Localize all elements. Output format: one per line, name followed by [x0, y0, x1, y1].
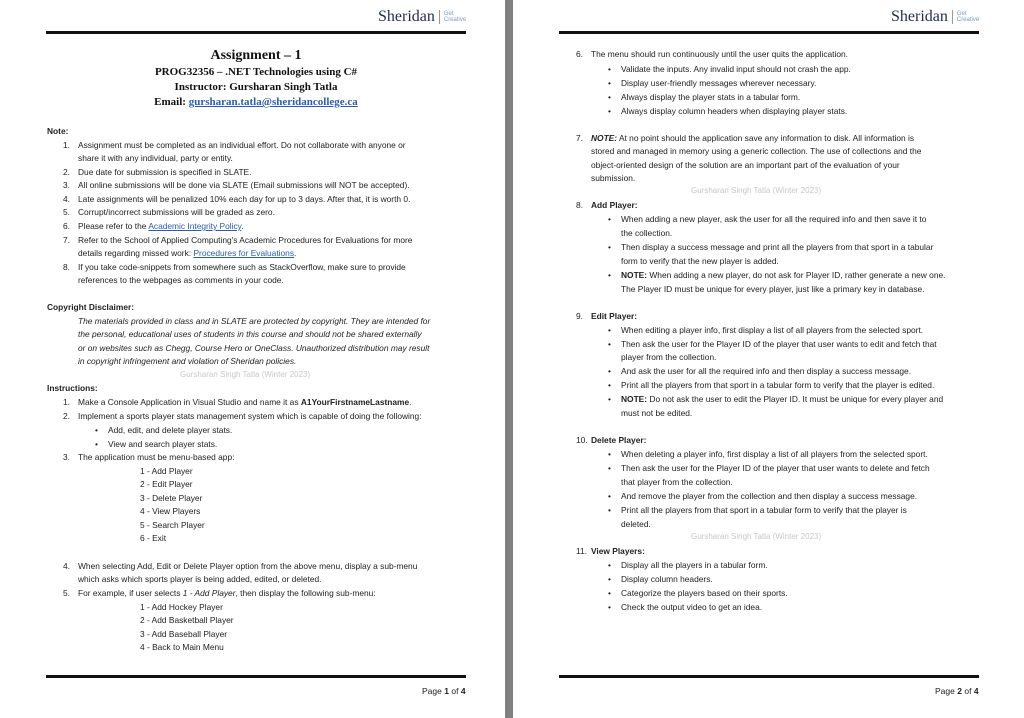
section-num-10: 10. — [576, 435, 588, 445]
note-item-2: Due date for submission is specified in SLATE. — [78, 167, 252, 177]
instr-item-4: When selecting Add, Edit or Delete Player option from the above menu, display a sub-menu — [78, 561, 418, 571]
section-9-bullet: • Then ask the user for the Player ID of the player that user wants to edit and fetch that — [621, 339, 937, 349]
section-8-heading: Add Player: — [591, 200, 638, 210]
page-label: Page — [935, 686, 955, 696]
menu-option: 4 - View Players — [140, 506, 201, 516]
section-10-bullet: • And remove the player from the collection and then display a success message. — [621, 491, 917, 501]
copyright-line-4: in copyright infringement and violation of Sheridan policies. — [78, 356, 297, 366]
section-7-note: NOTE: — [591, 133, 618, 143]
section-7-line-4: submission. — [591, 173, 636, 183]
assignment-title: Assignment – 1 — [210, 48, 302, 63]
note-num-6: 6. — [63, 221, 70, 231]
instr-num-1: 1. — [63, 397, 70, 407]
document-page-2 — [513, 0, 1024, 718]
logo-tag1: Get — [956, 11, 967, 17]
section-11-bullet: • Check the output video to get an idea. — [621, 602, 762, 612]
instr-item-5 — [78, 588, 376, 598]
section-8-note-cont: The Player ID must be unique for every player, just like a primary key in database. — [621, 284, 925, 294]
instr-num-3: 3. — [63, 452, 70, 462]
email-label: Email: — [154, 96, 186, 108]
section-9-note — [621, 394, 943, 404]
section-9-bullet: • And ask the user for all the required info and then display a success message. — [621, 366, 911, 376]
sheridan-logo — [378, 8, 466, 26]
note-item-6: Please refer to the Academic Integrity Policy. — [78, 221, 244, 231]
section-num-6: 6. — [576, 49, 583, 59]
header-rule — [559, 31, 979, 34]
section-10-bullet-cont: deleted. — [621, 519, 651, 529]
instr-item-3: The application must be menu-based app: — [78, 452, 235, 462]
section-9-note-cont: must not be edited. — [621, 408, 693, 418]
section-10-bullet-cont: that player from the collection. — [621, 477, 733, 487]
section-10-bullet: • Then ask the user for the Player ID of the player that user wants to delete and fetch — [621, 463, 930, 473]
note-num-8: 8. — [63, 262, 70, 272]
instructions-heading: Instructions: — [47, 383, 98, 393]
menu-option: 6 - Exit — [140, 533, 167, 543]
header-rule — [46, 31, 466, 34]
page-label: Page — [422, 686, 442, 696]
submenu-option: 4 - Back to Main Menu — [140, 642, 224, 652]
note-item-7: Refer to the School of Applied Computing's Academic Procedures for Evaluations for more — [78, 235, 413, 245]
section-num-7: 7. — [576, 133, 583, 143]
note-item-7-cont-text: details regarding missed work: — [78, 248, 192, 258]
section-9-heading: Edit Player: — [591, 311, 638, 321]
logo-divider — [439, 10, 440, 24]
instr-bullet-1: • Add, edit, and delete player stats. — [108, 425, 232, 435]
instr-num-4: 4. — [63, 561, 70, 571]
section-8-bullet: • Then display a success message and print all the players from that sport in a tabular — [621, 242, 933, 252]
watermark: Gursharan Singh Tatla (Winter 2023) — [691, 186, 822, 195]
section-10-bullet: • Print all the players from that sport in a tabular form to verify that the player is — [621, 505, 907, 515]
instr-bullet-2: • View and search player stats. — [108, 439, 217, 449]
note-num-7: 7. — [63, 235, 70, 245]
copyright-line-3: or on websites such as Chegg, Course Hero or OneClass. Unauthorized distribution may result — [78, 343, 430, 353]
note-item-8-cont: references to the webpages as comments in your code. — [78, 275, 284, 285]
section-num-9: 9. — [576, 311, 583, 321]
section-7-line-3: object-oriented design of the solution are an important part of the evaluation of your — [591, 160, 900, 170]
note-item-5: Corrupt/incorrect submissions will be graded as zero. — [78, 207, 275, 217]
instr-item-5-text: For example, if user selects — [78, 588, 181, 598]
section-6-bullet: • Validate the inputs. Any invalid input should not crash the app. — [621, 64, 851, 74]
section-9-bullet: • When editing a player info, first display a list of all players from the selected sport. — [621, 325, 923, 335]
page-number — [422, 686, 466, 696]
watermark: Gursharan Singh Tatla (Winter 2023) — [180, 370, 311, 379]
note-item-4: Late assignments will be penalized 10% each day for up to 3 days. After that, it is worth 0. — [78, 194, 411, 204]
logo-tagline — [957, 11, 979, 23]
menu-option: 2 - Edit Player — [140, 479, 193, 489]
email-line — [56, 96, 456, 108]
section-8-bullet-cont: form to verify that the new player is added. — [621, 256, 779, 266]
logo-tag2: Creative — [443, 17, 467, 23]
note-num-1: 1. — [63, 140, 70, 150]
copyright-heading: Copyright Disclaimer: — [47, 302, 135, 312]
note-num-3: 3. — [63, 180, 70, 190]
note-item-8: If you take code-snippets from somewhere such as StackOverflow, make sure to provide — [78, 262, 406, 272]
note-num-4: 4. — [63, 194, 70, 204]
section-8-note — [621, 270, 945, 280]
sheridan-logo — [891, 8, 979, 26]
page-total: 4 — [973, 686, 979, 696]
email-link[interactable]: gursharan.tatla@sheridancollege.ca — [188, 96, 358, 108]
section-10-bullet: • When deleting a player info, first display a list of all players from the selected sport. — [621, 449, 928, 459]
section-11-bullet: • Categorize the players based on their sports. — [621, 588, 788, 598]
section-9-bullet: • Print all the players from that sport in a tabular form to verify that the player is edited. — [621, 380, 934, 390]
submenu-option: 2 - Add Basketball Player — [140, 615, 234, 625]
section-8-note-text: When adding a new player, do not ask for Player ID, rather generate a new one. — [649, 270, 946, 280]
instr-num-5: 5. — [63, 588, 70, 598]
academic-integrity-link[interactable]: Academic Integrity Policy — [148, 221, 242, 231]
page-current: 2 — [957, 686, 962, 696]
section-7-line-1 — [591, 133, 914, 143]
logo-word: Sheridan — [378, 8, 435, 25]
menu-option: 1 - Add Player — [140, 466, 193, 476]
section-num-8: 8. — [576, 200, 583, 210]
page-of: of — [964, 686, 972, 696]
section-num-11: 11. — [576, 546, 588, 556]
logo-tag1: Get — [443, 11, 454, 17]
logo-word: Sheridan — [891, 8, 948, 25]
instr-item-4-cont: which asks which sports player is being added, edited, or deleted. — [78, 574, 322, 584]
course-code: PROG32356 – .NET Technologies using C# — [154, 66, 358, 78]
section-6-bullet: • Always display the player stats in a tabular form. — [621, 92, 800, 102]
note-item-6-text: Please refer to the — [78, 221, 147, 231]
submenu-option: 1 - Add Hockey Player — [140, 602, 223, 612]
instr-item-5-end: , then display the following sub-menu: — [235, 588, 376, 598]
footer-rule — [46, 675, 466, 678]
section-8-bullet: • When adding a new player, ask the user for all the required info and then save it to — [621, 214, 926, 224]
section-11-heading: View Players: — [591, 546, 645, 556]
section-10-heading: Delete Player: — [591, 435, 647, 445]
footer-rule — [559, 675, 979, 678]
copyright-line-1: The materials provided in class and in SLATE are protected by copyright. They are intended for — [78, 316, 431, 326]
section-7-line-1-text: At no point should the application save any information to disk. All information is — [618, 133, 915, 143]
section-11-bullet: • Display column headers. — [621, 574, 713, 584]
project-name: A1YourFirstnameLastname — [300, 397, 410, 407]
note-item-1: Assignment must be completed as an individual effort. Do not collaborate with anyone or — [78, 140, 406, 150]
instr-item-1-text: Make a Console Application in Visual Studio and name it as — [78, 397, 299, 407]
instr-item-5-example: 1 - Add Player — [182, 588, 236, 598]
document-page-1 — [0, 0, 505, 718]
section-9-note-label: NOTE: — [621, 394, 648, 404]
section-11-bullet: • Display all the players in a tabular form. — [621, 560, 768, 570]
section-9-note-text: Do not ask the user to edit the Player ID. It must be unique for every player and — [649, 394, 944, 404]
note-item-1-cont: share it with any individual, party or entity. — [78, 153, 233, 163]
copyright-line-2: the personal, educational uses of students in this course and should not be shared externally — [78, 329, 422, 339]
menu-option: 5 - Search Player — [140, 520, 205, 530]
section-7-line-2: stored and managed in memory using a generic collection. The use of collections and the — [591, 146, 922, 156]
section-6-bullet: • Display user-friendly messages wherever necessary. — [621, 78, 816, 88]
section-8-note-label: NOTE: — [621, 270, 648, 280]
section-6-bullet: • Always display column headers when displaying player stats. — [621, 106, 847, 116]
watermark: Gursharan Singh Tatla (Winter 2023) — [691, 532, 822, 541]
page-number — [935, 686, 979, 696]
instr-item-2: Implement a sports player stats management system which is capable of doing the following: — [78, 411, 422, 421]
procedures-link[interactable]: Procedures for Evaluations — [193, 248, 295, 258]
instr-num-2: 2. — [63, 411, 70, 421]
logo-divider — [952, 10, 953, 24]
instructor-name: Instructor: Gursharan Singh Tatla — [174, 81, 338, 93]
page-current: 1 — [444, 686, 449, 696]
logo-tagline — [444, 11, 466, 23]
page-of: of — [451, 686, 459, 696]
note-heading: Note: — [47, 126, 69, 136]
page-total: 4 — [460, 686, 466, 696]
instr-item-1: Make a Console Application in Visual Studio and name it as A1YourFirstnameLastname. — [78, 397, 412, 407]
section-9-bullet-cont: player from the collection. — [621, 352, 717, 362]
note-num-2: 2. — [63, 167, 70, 177]
section-6-text: The menu should run continuously until the user quits the application. — [591, 49, 848, 59]
submenu-option: 3 - Add Baseball Player — [140, 629, 228, 639]
note-item-3: All online submissions will be done via SLATE (Email submissions will NOT be accepted). — [78, 180, 410, 190]
section-8-bullet-cont: the collection. — [621, 228, 673, 238]
menu-option: 3 - Delete Player — [140, 493, 203, 503]
note-item-7-cont: details regarding missed work: Procedures for Evaluations. — [78, 248, 297, 258]
note-num-5: 5. — [63, 207, 70, 217]
logo-tag2: Creative — [956, 17, 980, 23]
